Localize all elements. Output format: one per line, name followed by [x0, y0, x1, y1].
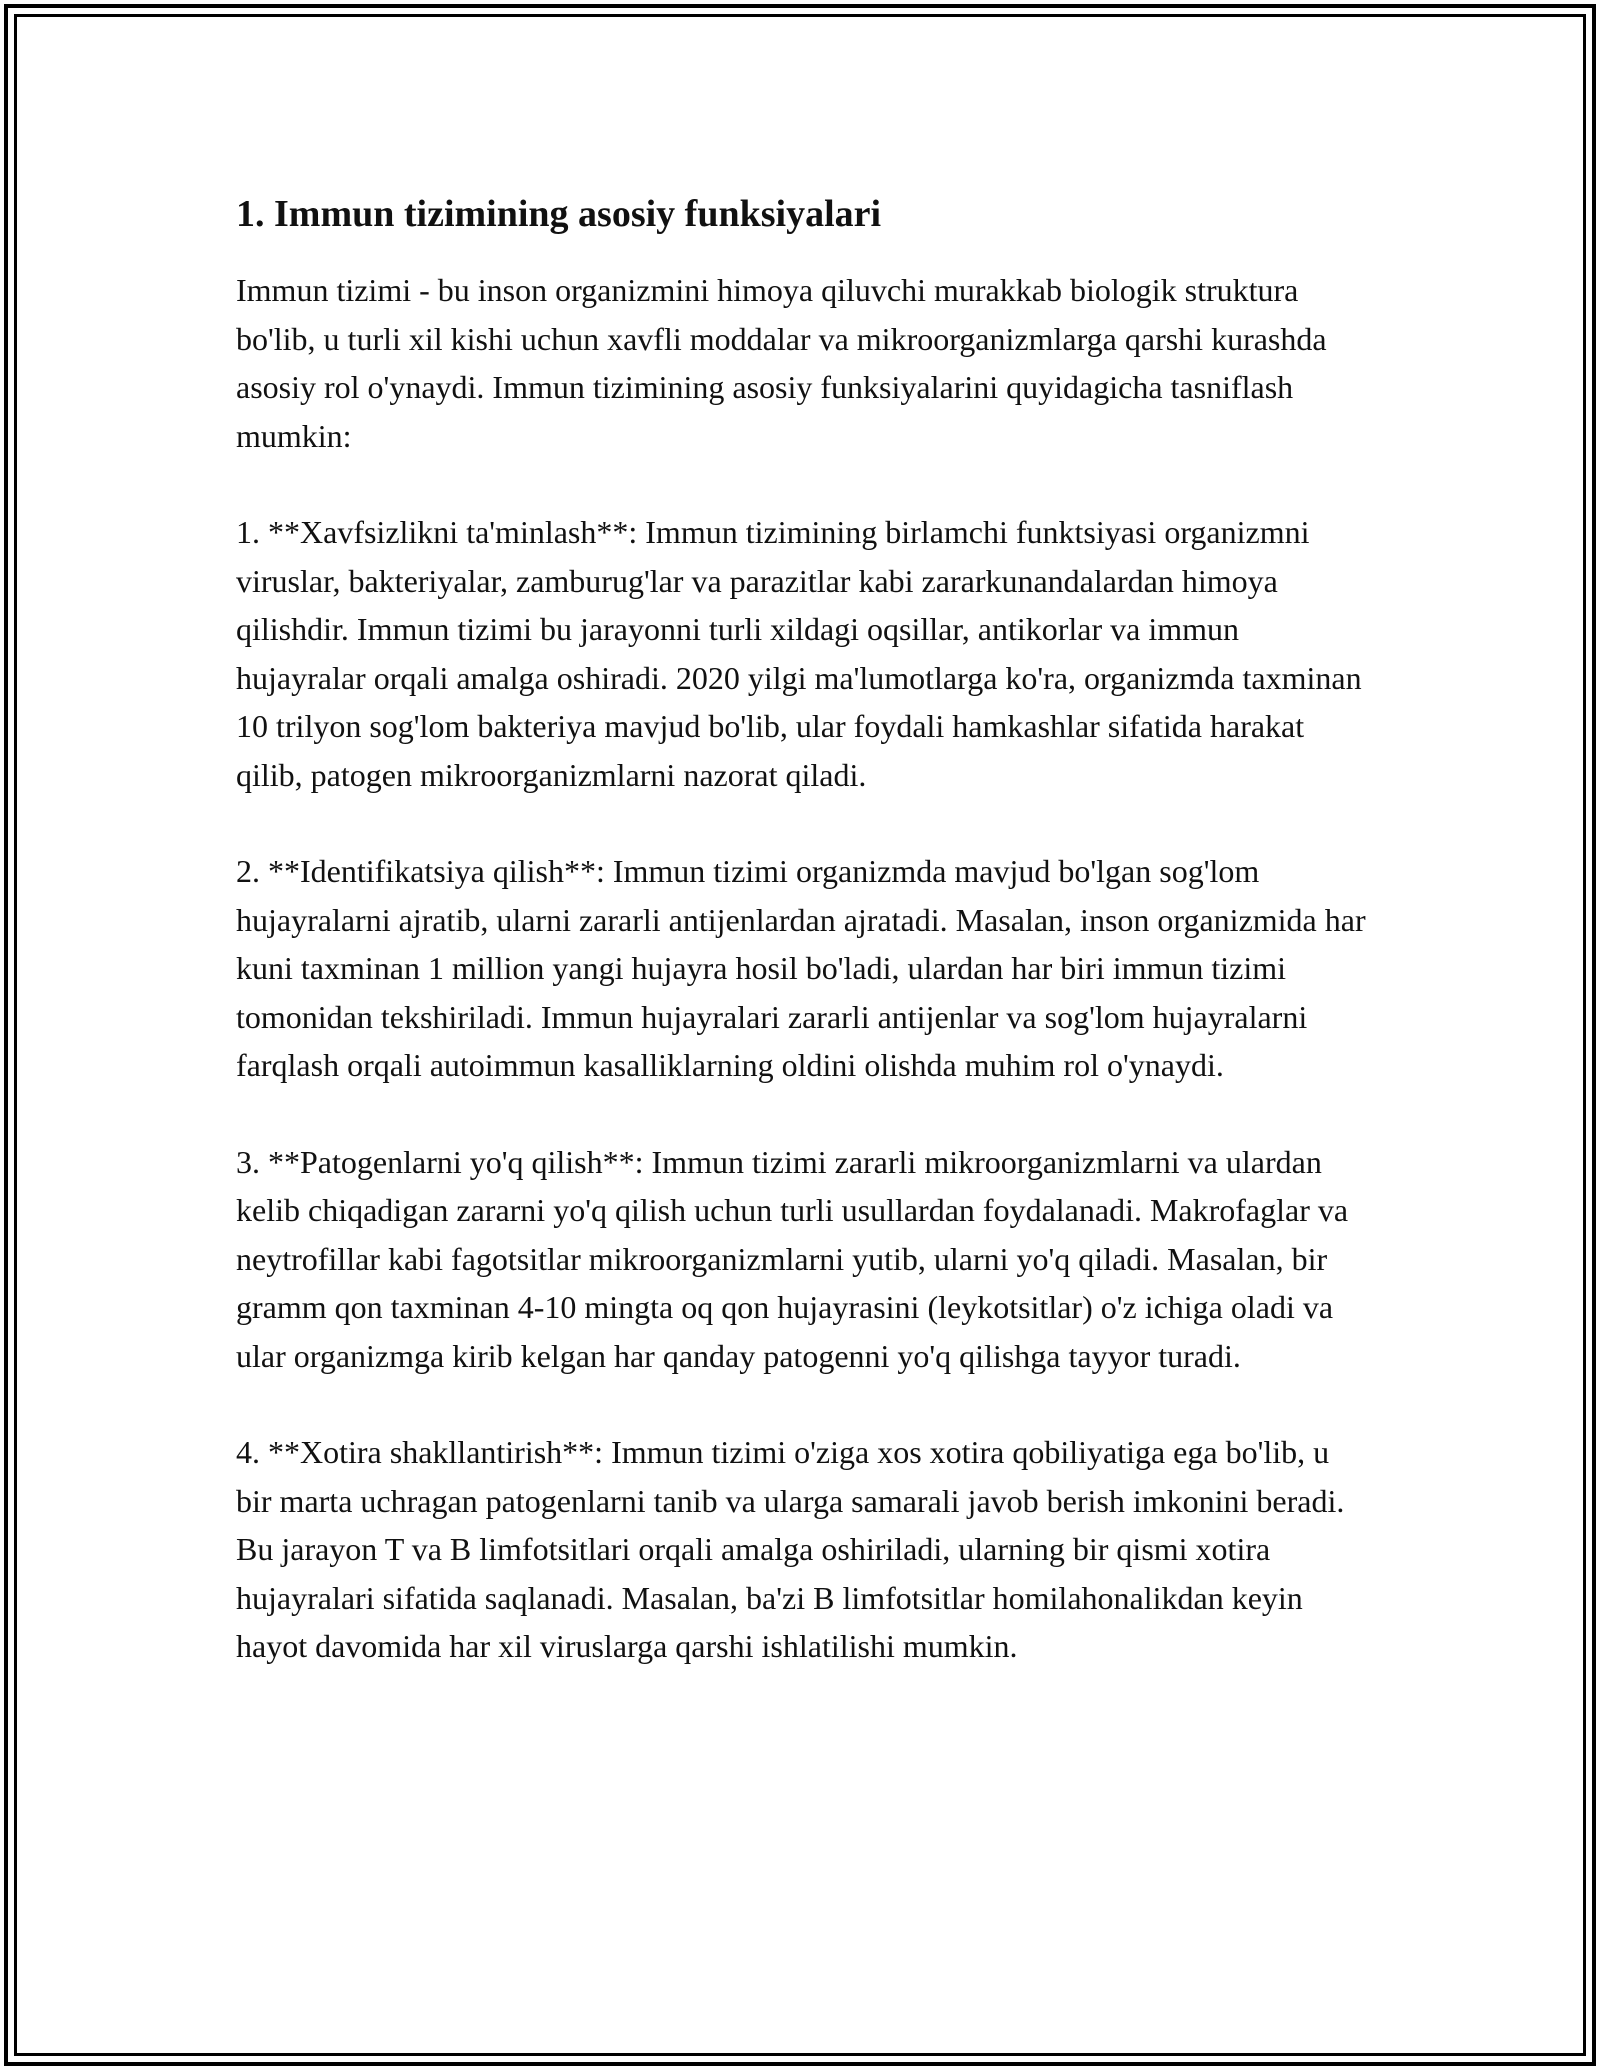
section-heading: 1. Immun tizimining asosiy funksiyalari	[236, 193, 882, 235]
list-item-memory-formation: 4. **Xotira shakllantirish**: Immun tizimi o'ziga xos xotira qobiliyatiga ega bo'lib, u bir marta uchragan patogenlarni tanib va ularga samarali javob berish imkonini beradi. Bu jarayon T va B limfotsitlari orqali amalga oshiriladi, ularning bir qismi xotira hujayralari sifatida saqlanadi. Masalan, ba'zi B limfotsitlar homilahonalikdan keyin hayot davomida har xil viruslarga qarshi ishlatilishi mumkin.	[236, 1434, 1345, 1664]
list-item-identification: 2. **Identifikatsiya qilish**: Immun tizimi organizmda mavjud bo'lgan sog'lom hujayralarni ajratib, ularni zararli antijenlardan ajratadi. Masalan, inson organizmida har kuni taxminan 1 million yangi hujayra hosil bo'ladi, ulardan har biri immun tizimi tomonidan tekshiriladi. Immun hujayralari zararli antijenlar va sog'lom hujayralarni farqlash orqali autoimmun kasalliklarning oldini olishda muhim rol o'ynaydi.	[236, 853, 1366, 1083]
intro-paragraph: Immun tizimi - bu inson organizmini himoya qiluvchi murakkab biologik struktura bo'lib, u turli xil kishi uchun xavfli moddalar va mikroorganizmlarga qarshi kurashda asosiy rol o'ynaydi. Immun tizimining asosiy funksiyalarini quyidagicha tasniflash mumkin:	[236, 272, 1327, 454]
list-item-pathogen-elimination: 3. **Patogenlarni yo'q qilish**: Immun tizimi zararli mikroorganizmlarni va ulardan kelib chiqadigan zararni yo'q qilish uchun turli usullardan foydalanadi. Makrofaglar va neytrofillar kabi fagotsitlar mikroorganizmlarni yutib, ularni yo'q qiladi. Masalan, bir gramm qon taxminan 4-10 mingta oq qon hujayrasini (leykotsitlar) o'z ichiga oladi va ular organizmga kirib kelgan har qanday patogenni yo'q qilishga tayyor turadi.	[236, 1143, 1349, 1374]
document-body	[236, 190, 1366, 1719]
list-item-security: 1. **Xavfsizlikni ta'minlash**: Immun tizimining birlamchi funktsiyasi organizmni viruslar, bakteriyalar, zamburug'lar va parazitlar kabi zararkunandalardan himoya qilishdir. Immun tizimi bu jarayonni turli xildagi oqsillar, antikorlar va immun hujayralar orqali amalga oshiradi. 2020 yilgi ma'lumotlarga ko'ra, organizmda taxminan 10 trilyon sog'lom bakteriya mavjud bo'lib, ular foydali hamkashlar sifatida harakat qilib, patogen mikroorganizmlarni nazorat qiladi.	[236, 514, 1362, 793]
